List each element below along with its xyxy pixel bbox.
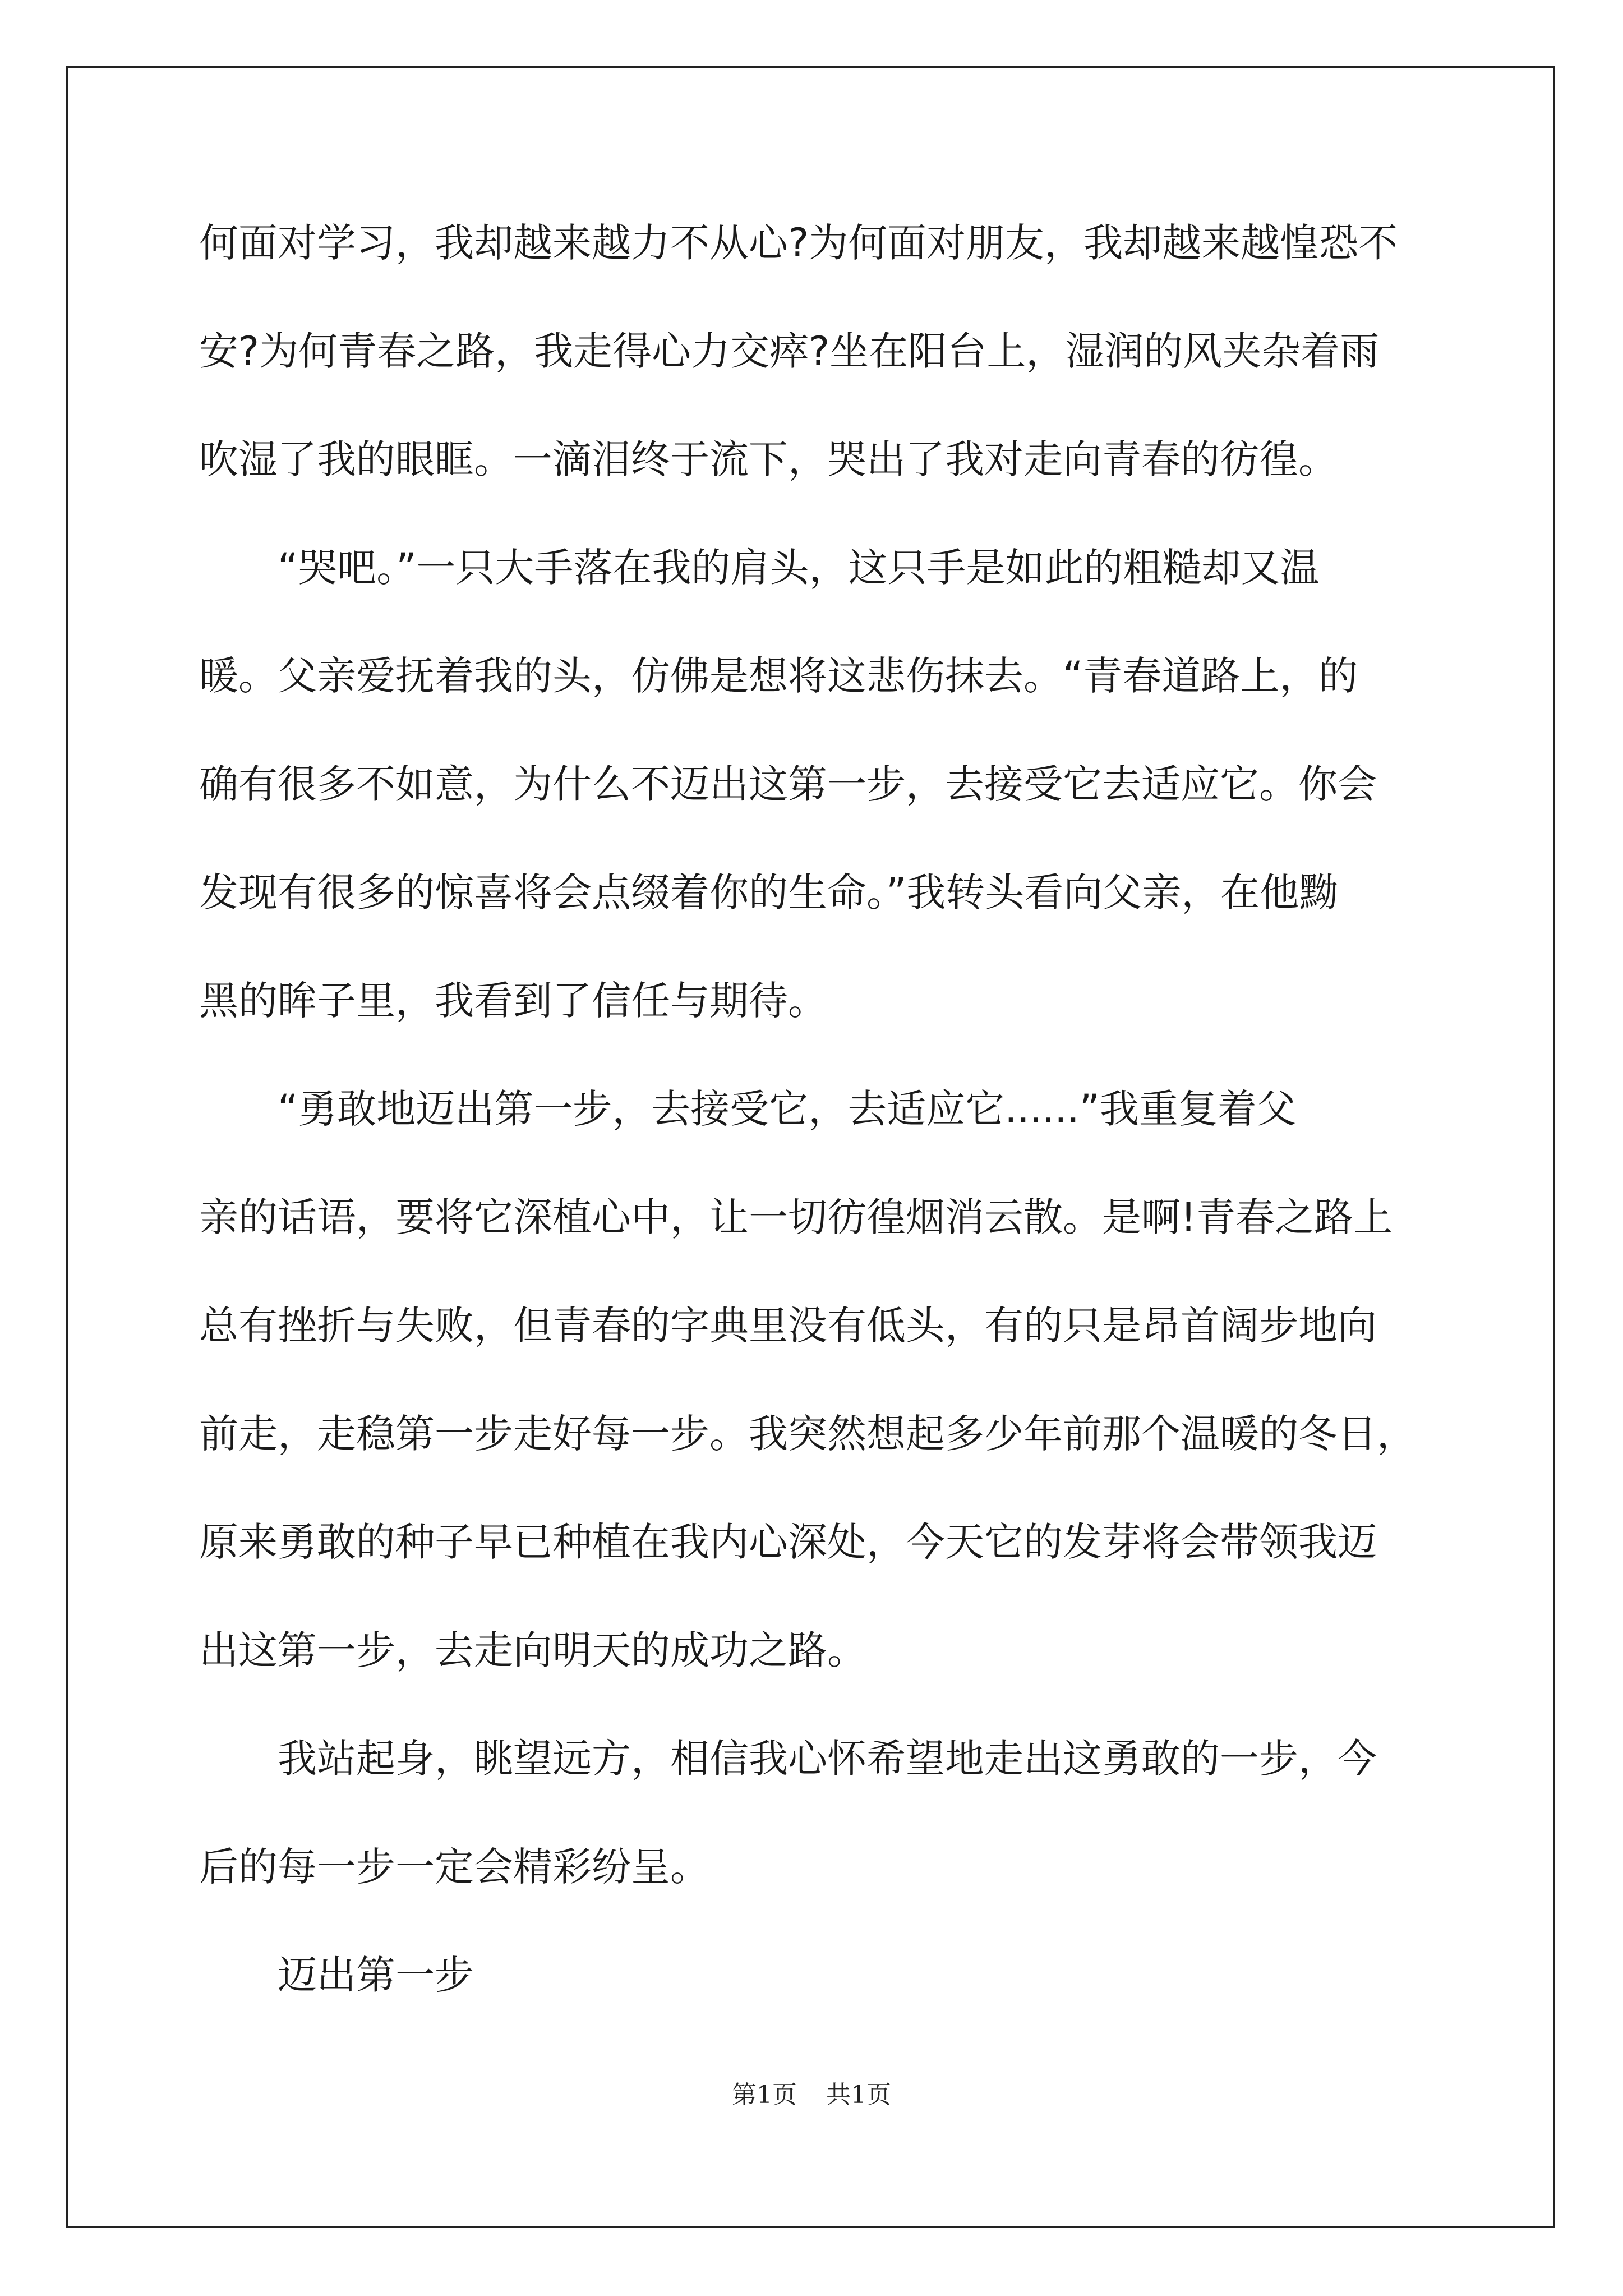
text-line: 迈出第一步 (278, 1952, 474, 1998)
text-line: 我站起身，眺望远方，相信我心怀希望地走出这勇敢的一步，今 (278, 1736, 1377, 1782)
text-line: 亲的话语，要将它深植心中，让一切彷徨烟消云散。是啊!青春之路上 (199, 1194, 1393, 1240)
text-line: 何面对学习，我却越来越力不从心?为何面对朋友，我却越来越惶恐不 (199, 220, 1398, 266)
text-line: 确有很多不如意，为什么不迈出这第一步，去接受它去适应它。你会 (199, 761, 1377, 807)
text-line: 前走，走稳第一步走好每一步。我突然想起多少年前那个温暖的冬日， (199, 1411, 1416, 1457)
text-line: 原来勇敢的种子早已种植在我内心深处，今天它的发芽将会带领我迈 (199, 1519, 1377, 1565)
page-total: 共1页 (826, 2081, 891, 2109)
text-line: 黑的眸子里，我看到了信任与期待。 (199, 978, 827, 1024)
text-line: 暖。父亲爱抚着我的头，仿佛是想将这悲伤抹去。“青春道路上，的 (199, 653, 1358, 699)
text-line: 发现有很多的惊喜将会点缀着你的生命。”我转头看向父亲，在他黝 (199, 869, 1339, 915)
text-line: 后的每一步一定会精彩纷呈。 (199, 1844, 709, 1890)
text-line: “哭吧。”一只大手落在我的肩头，这只手是如此的粗糙却又温 (278, 545, 1320, 591)
text-line: 吹湿了我的眼眶。一滴泪终于流下，哭出了我对走向青春的彷徨。 (199, 436, 1338, 482)
text-line: 出这第一步，去走向明天的成功之路。 (199, 1627, 866, 1673)
page-number: 第1页 (732, 2081, 797, 2109)
text-line: 总有挫折与失败，但青春的字典里没有低头，有的只是昂首阔步地向 (199, 1303, 1377, 1349)
document-body (199, 216, 1433, 2056)
text-line: “勇敢地迈出第一步，去接受它，去适应它......”我重复着父 (278, 1086, 1297, 1132)
page-footer (0, 2078, 1623, 2112)
text-line: 安?为何青春之路，我走得心力交瘁?坐在阳台上，湿润的风夹杂着雨 (199, 328, 1380, 374)
